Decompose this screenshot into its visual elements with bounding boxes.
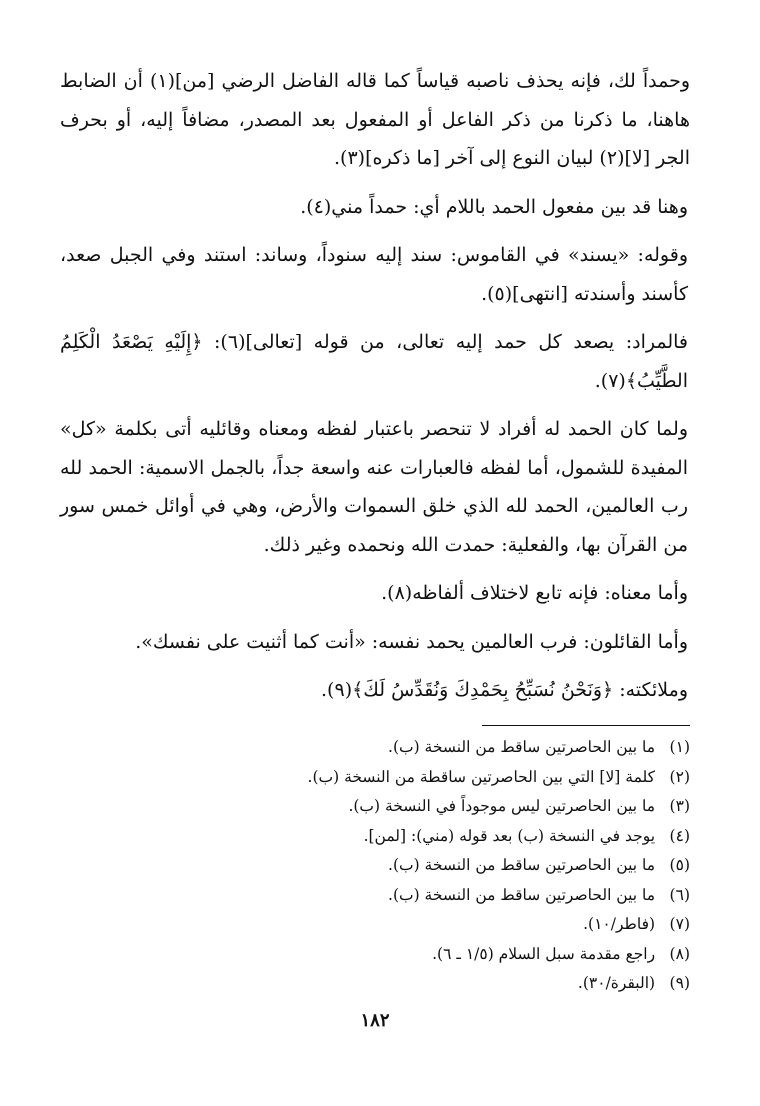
footnote-text: ما بين الحاصرتين ساقط من النسخة (ب). [388,738,656,756]
footnote-number: (٤) [669,826,690,845]
main-text [60,62,690,720]
footnotes [60,733,690,999]
footnote-number: (٧) [669,915,690,933]
footnote-text: ما بين الحاصرتين ليس موجوداً في النسخة (ب). [348,797,656,815]
footnote-text: ما بين الحاصرتين ساقط من النسخة (ب). [388,885,656,904]
paragraph-5: ولما كان الحمد له أفراد لا تنحصر باعتبار لفظه ومعناه وقائليه أتى بكلمة «كل» المفيدة للشمول، أما لفظه فالعبارات عنه واسعة جداً، بالجمل الاسمية: الحمد لله رب العالمين، الحمد لله الذي خلق السموات والأرض، وهي في أوائل خمس سور من القرآن بها، والفعلية: حمدت الله ونحمده وغير ذلك. [60,418,688,556]
paragraph-7: وأما القائلون: فرب العالمين يحمد نفسه: «أنت كما أثنيت على نفسك». [135,630,688,653]
footnote-item [60,969,690,999]
paragraph-2: وهنا قد بين مفعول الحمد باللام أي: حمداً مني(٤). [300,195,688,218]
footnote-number: (٥) [669,856,690,874]
paragraph-6: وأما معناه: فإنه تابع لاختلاف ألفاظه(٨). [381,582,688,604]
footnote-item [60,910,690,940]
paragraph-3: وقوله: «يسند» في القاموس: سند إليه سنوداً، وساند: استند وفي الجبل صعد، كأسند وأسندته [انتهى](٥). [60,244,688,305]
footnote-item [60,881,690,911]
footnote-text: (فاطر/١٠). [583,915,656,933]
footnote-text: (البقرة/٣٠). [577,974,656,992]
book-page [60,0,690,1106]
footnote-number: (٢) [669,767,690,786]
footnote-item [60,940,690,970]
footnote-item [60,792,690,822]
footnote-text: ما بين الحاصرتين ساقط من النسخة (ب). [388,856,656,874]
paragraph-1: وحمداً لك، فإنه يحذف ناصبه قياساً كما قاله الفاضل الرضي [من](١) أن الضابط هاهنا، ما ذكرنا من ذكر الفاعل أو المفعول بعد المصدر، مضافاً إليه، أو بحرف الجر [لا](٢) لبيان النوع إلى آخر [ما ذكره](٣). [60,70,690,169]
footnote-number: (٣) [669,797,690,815]
footnote-item [60,763,690,793]
footnote-text: يوجد في النسخة (ب) بعد قوله (مني): [لمن]. [363,826,656,845]
footnote-item [60,733,690,763]
footnote-separator [482,725,690,726]
footnote-number: (٦) [669,885,690,904]
footnote-text: كلمة [لا] التي بين الحاصرتين ساقطة من النسخة (ب). [307,767,656,786]
footnote-text: راجع مقدمة سبل السلام (١/٥ ـ ٦). [432,944,656,963]
footnote-number: (٩) [669,974,690,992]
paragraph-4: فالمراد: يصعد كل حمد إليه تعالى، من قوله [تعالى](٦): ﴿إِلَيْهِ يَصْعَدُ الْكَلِمُ الطَّيِّبُ﴾(٧). [60,331,688,392]
paragraph-8: وملائكته: ﴿وَنَحْنُ نُسَبِّحُ بِحَمْدِكَ وَنُقَدِّسُ لَكَ﴾(٩). [321,679,688,701]
footnote-item [60,822,690,852]
page-number: ١٨٢ [360,1010,390,1031]
footnote-number: (١) [669,738,690,756]
footnote-item [60,851,690,881]
footnote-number: (٨) [669,944,690,963]
